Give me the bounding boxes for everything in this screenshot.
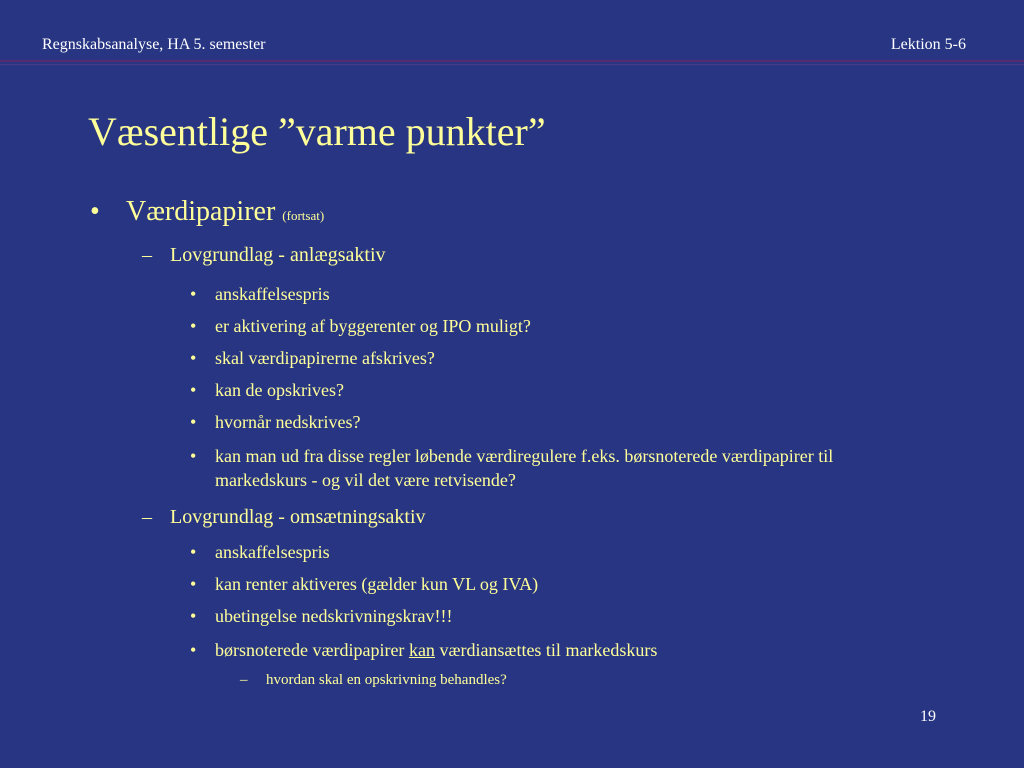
list-item-text: kan renter aktiveres (gælder kun VL og IVA) xyxy=(215,574,539,594)
header-divider xyxy=(0,60,1024,66)
list-item-text: anskaffelsespris xyxy=(215,284,330,304)
bullet-icon: • xyxy=(190,316,197,336)
list-item-text-part: børsnoterede værdipapirer xyxy=(215,640,405,660)
list-item-text-part: værdiansættes til markedskurs xyxy=(439,640,658,660)
list-item-text: anskaffelsespris xyxy=(215,542,330,562)
header-divider-line xyxy=(0,64,1024,65)
bullet-icon: • xyxy=(190,348,197,368)
list-item-text: ubetingelse nedskrivningskrav!!! xyxy=(215,606,453,626)
bullet-icon: • xyxy=(190,380,197,400)
bullet-icon: • xyxy=(190,542,197,562)
bullet-icon: • xyxy=(190,284,197,304)
dash-icon: – xyxy=(240,672,248,688)
bullet-level1-label: Værdipapirer xyxy=(126,196,276,227)
bullet-icon: • xyxy=(90,196,100,227)
header-course-title: Regnskabsanalyse, HA 5. semester xyxy=(42,36,266,53)
list-item-text: hvornår nedskrives? xyxy=(215,412,361,432)
bullet-icon: • xyxy=(190,640,197,660)
bullet-level1-text xyxy=(126,196,324,228)
bullet-icon: • xyxy=(190,606,197,626)
page-number: 19 xyxy=(920,708,936,725)
bullet-icon: • xyxy=(190,412,197,432)
list-item-text: er aktivering af byggerenter og IPO muligt? xyxy=(215,316,531,336)
section-heading-text: Lovgrundlag - anlægsaktiv xyxy=(170,244,386,266)
list-item-text: kan man ud fra disse regler løbende værdiregulere f.eks. børsnoterede værdipapirer til markedskurs - og vil det være retvisende? xyxy=(215,446,834,490)
bullet-level1-suffix: (fortsat) xyxy=(282,208,325,223)
bullet-icon: • xyxy=(190,574,197,594)
list-item-text: skal værdipapirerne afskrives? xyxy=(215,348,435,368)
slide-title: Væsentlige ”varme punkter” xyxy=(88,109,546,154)
header-lecture-label: Lektion 5-6 xyxy=(890,36,966,53)
sub-list-item-text: hvordan skal en opskrivning behandles? xyxy=(266,672,507,688)
list-item-text: kan de opskrives? xyxy=(215,380,344,400)
underlined-emphasis: kan xyxy=(408,640,435,660)
bullet-icon: • xyxy=(190,446,197,466)
dash-icon: – xyxy=(142,244,152,266)
header-divider-line xyxy=(0,60,1024,62)
list-item-text xyxy=(215,638,895,662)
dash-icon: – xyxy=(142,506,152,528)
section-heading-text: Lovgrundlag - omsætningsaktiv xyxy=(170,506,426,528)
